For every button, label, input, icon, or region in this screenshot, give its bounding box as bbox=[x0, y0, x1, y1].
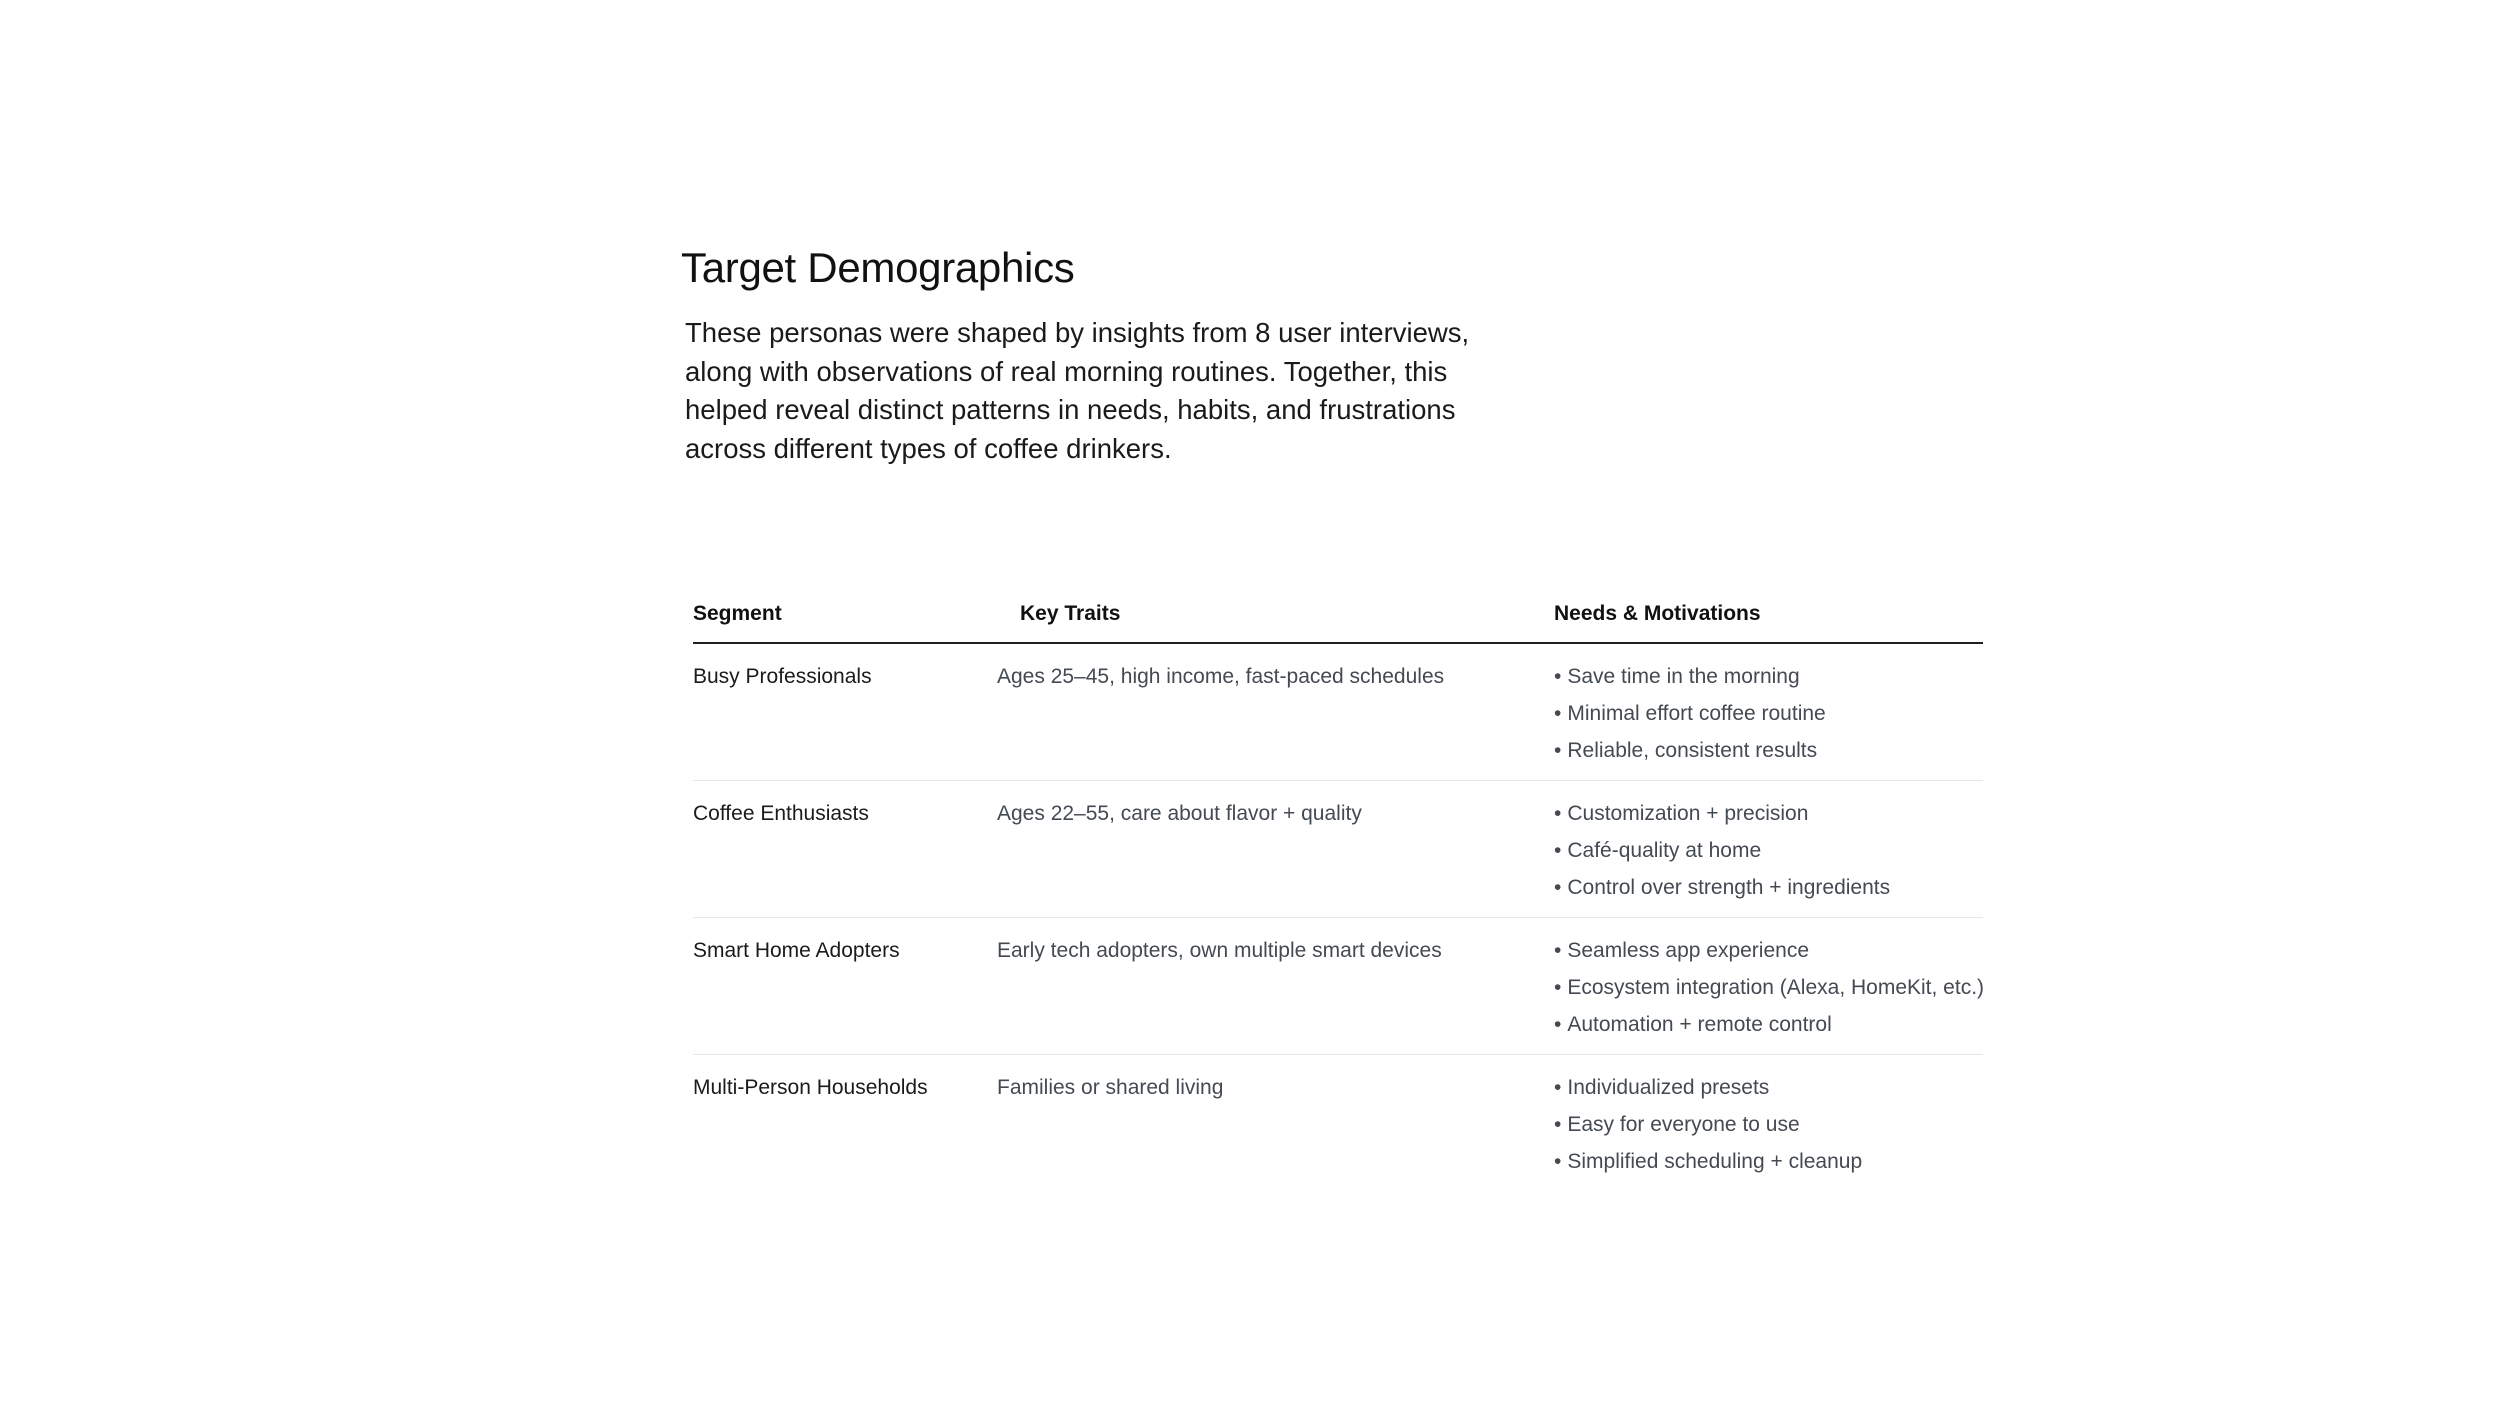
list-item bbox=[1554, 869, 1890, 906]
needs-cell bbox=[1554, 932, 1984, 1043]
list-item bbox=[1554, 1006, 1984, 1043]
need-text: Seamless app experience bbox=[1567, 939, 1810, 962]
table-row bbox=[693, 918, 1983, 1055]
list-item bbox=[1554, 658, 1826, 695]
bullet-icon: • bbox=[1554, 939, 1562, 962]
need-text: Simplified scheduling + cleanup bbox=[1567, 1150, 1863, 1173]
list-item bbox=[1554, 1069, 1862, 1106]
list-item bbox=[1554, 695, 1826, 732]
segment-cell: Coffee Enthusiasts bbox=[693, 802, 869, 825]
table-row bbox=[693, 644, 1983, 781]
traits-cell: Ages 22–55, care about flavor + quality bbox=[997, 802, 1362, 825]
header-segment: Segment bbox=[693, 602, 782, 625]
header-needs-motivations: Needs & Motivations bbox=[1554, 602, 1761, 625]
segment-cell: Multi-Person Households bbox=[693, 1076, 928, 1099]
need-text: Minimal effort coffee routine bbox=[1567, 702, 1826, 725]
need-text: Ecosystem integration (Alexa, HomeKit, etc.) bbox=[1567, 976, 1985, 999]
traits-cell: Ages 25–45, high income, fast-paced schedules bbox=[997, 665, 1445, 688]
segment-cell: Busy Professionals bbox=[693, 665, 872, 688]
bullet-icon: • bbox=[1554, 665, 1562, 688]
bullet-icon: • bbox=[1554, 1076, 1562, 1099]
needs-cell bbox=[1554, 795, 1890, 906]
need-text: Café-quality at home bbox=[1567, 839, 1762, 862]
bullet-icon: • bbox=[1554, 1150, 1562, 1173]
need-text: Automation + remote control bbox=[1567, 1013, 1832, 1036]
bullet-icon: • bbox=[1554, 1113, 1562, 1136]
page-title: Target Demographics bbox=[681, 244, 1075, 291]
table-row bbox=[693, 1055, 1983, 1191]
needs-cell bbox=[1554, 1069, 1862, 1180]
bullet-icon: • bbox=[1554, 1013, 1562, 1036]
bullet-icon: • bbox=[1554, 802, 1562, 825]
table-row bbox=[693, 781, 1983, 918]
list-item bbox=[1554, 832, 1890, 869]
needs-list bbox=[1554, 795, 1890, 906]
segment-cell: Smart Home Adopters bbox=[693, 939, 900, 962]
list-item bbox=[1554, 969, 1984, 1006]
list-item bbox=[1554, 1106, 1862, 1143]
needs-list bbox=[1554, 1069, 1862, 1180]
intro-paragraph: These personas were shaped by insights from 8 user interviews, along with observations of real morning routines. Together, this helped reveal distinct patterns in needs, habits, and frustrations across different types of coffee drinkers. bbox=[685, 317, 1470, 464]
needs-list bbox=[1554, 658, 1826, 769]
traits-cell: Early tech adopters, own multiple smart devices bbox=[997, 939, 1442, 962]
need-text: Reliable, consistent results bbox=[1567, 739, 1818, 762]
table-header bbox=[693, 596, 1983, 644]
need-text: Individualized presets bbox=[1567, 1076, 1770, 1099]
list-item bbox=[1554, 932, 1984, 969]
list-item bbox=[1554, 795, 1890, 832]
header-key-traits: Key Traits bbox=[1020, 602, 1121, 625]
bullet-icon: • bbox=[1554, 702, 1562, 725]
list-item bbox=[1554, 732, 1826, 769]
demographics-table bbox=[693, 596, 1983, 1191]
need-text: Customization + precision bbox=[1567, 802, 1809, 825]
needs-list bbox=[1554, 932, 1984, 1043]
need-text: Easy for everyone to use bbox=[1567, 1113, 1800, 1136]
list-item bbox=[1554, 1143, 1862, 1180]
need-text: Save time in the morning bbox=[1567, 665, 1800, 688]
bullet-icon: • bbox=[1554, 976, 1562, 999]
bullet-icon: • bbox=[1554, 739, 1562, 762]
needs-cell bbox=[1554, 658, 1826, 769]
traits-cell: Families or shared living bbox=[997, 1076, 1224, 1099]
bullet-icon: • bbox=[1554, 876, 1562, 899]
bullet-icon: • bbox=[1554, 839, 1562, 862]
need-text: Control over strength + ingredients bbox=[1567, 876, 1891, 899]
